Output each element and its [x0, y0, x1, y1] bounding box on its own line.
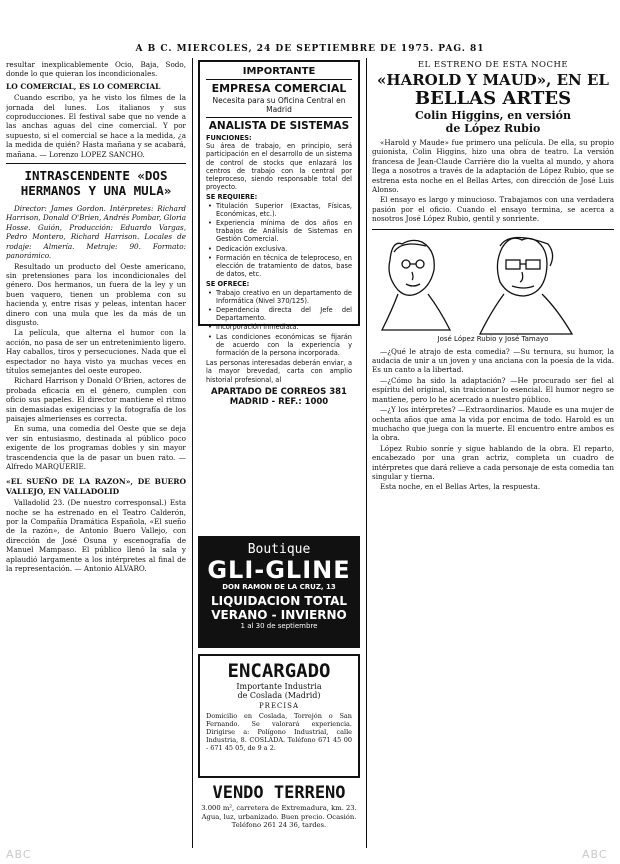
article-paragraph: La película, que alterna el humor con la acción, no pasa de ser un entretenimiento ligero. Hay caballos, tiros y persecuciones. Nada que el espectador no haya visto ya muchas veces en títulos semejantes del oeste europeo. [6, 328, 186, 375]
ad-role: ANALISTA DE SISTEMAS [206, 117, 352, 132]
ad-body [206, 134, 352, 384]
ad-list-item: • Titulación Superior (Exactas, Físicas, Económicas, etc.). [216, 202, 352, 218]
article-paragraph: López Rubio sonríe y sigue hablando de la obra. El reparto, encabezado por una gran actriz, completa un cuadro de intérpretes que dará relieve a cada personaje de esta comedia tan singular y tierna. [372, 443, 614, 481]
boutique-ad [198, 536, 360, 648]
ad-section-title: FUNCIONES: [206, 134, 252, 142]
caricature-illustration [372, 229, 614, 343]
ad-subtitle: Necesita para su Oficina Central en Madrid [212, 96, 346, 114]
subheadline: Colin Higgins, en versión [415, 109, 571, 122]
ad-list-item: • Experiencia mínima de dos años en trabajos de Análisis de Sistemas en Gestión Comercial. [216, 219, 352, 244]
article-paragraph: Richard Harrison y Donald O'Brien, actores de probada eficacia en el género, cumplen con oficio sus papeles. El director mantiene el ritmo sin demasiadas exigencias y la fotografía de los paisajes almerienses es correcta. [6, 376, 186, 423]
divider [6, 163, 186, 164]
ad-line: LIQUIDACION TOTAL [210, 594, 348, 608]
left-column [6, 60, 186, 850]
job-ad [198, 60, 360, 407]
ad-brand: GLI-GLINE [207, 556, 351, 584]
ad-ref: MADRID - REF.: 1000 [229, 396, 329, 407]
article-paragraph: «Harold y Maude» fue primero una película. De ella, su propio guionista, Colin Higgins, hizo una obra de teatro. La versión francesa de Jean-Claude Carrière dio la vuelta al mundo, y ahora llega a nosotros a través de la adaptación de López Rubio, que se estrena esta noche en el Bellas Artes, con dirección de José Luis Alonso. [372, 138, 614, 195]
article-body [372, 138, 614, 225]
ad-text: Domicilio en Coslada, Torrejón o San Fernando. Se valorará experiencia. Dirigirse a: Polígono Industrial, calle Industria, 8. COSLADA. Teléfono 671 45 00 - 671 45 05, de 9 a 2. [206, 712, 352, 752]
ad-line: Boutique [247, 542, 311, 557]
intro-text: resultar inexplicablemente Ocio, Baja, Sodo, donde lo que quieran los incondicionales. [6, 60, 186, 79]
ad-title: EMPRESA COMERCIAL [211, 82, 347, 95]
ad-list-item: • Formación en técnica de teleproceso, en elección de tratamiento de datos, base de datos, etc. [216, 254, 352, 279]
ad-text: 3.000 m², carretera de Extremadura, km. 23. Agua, luz, urbanizado. Buen precio. Ocasión. Teléfono 261 24 36, tardes. [201, 804, 357, 829]
encargado-ad [198, 654, 360, 778]
right-column [372, 60, 614, 850]
article-body [372, 347, 614, 493]
ad-list-item: • Dedicación exclusiva. [216, 245, 352, 253]
ad-subtitle: de Coslada (Madrid) [237, 691, 321, 700]
photo-caption: José López Rubio y José Tamayo [372, 335, 614, 343]
ad-line: 1 al 30 de septiembre [240, 622, 318, 630]
ad-list-item: • Trabajo creativo en un departamento de Informática (Nivel 370/125). [216, 289, 352, 305]
section-text: Cuando escribo, ya he visto los filmes de la jornada del lunes. Los italianos y sus coproducciones. El festival sabe que no vende a las anchas aguas del cine comercial. Y por supuesto, si el comercial se hace a la medida, ¿a la medida de quién? Hasta mañana y se acabará, mañana. — Lorenzo LOPEZ SANCHO. [6, 93, 186, 159]
ad-title: IMPORTANTE [206, 66, 352, 80]
article-paragraph: En suma, una comedia del Oeste que se deja ver sin entusiasmo, destinada al público poco exigente de los programas dobles y sin mayor trascendencia que la de pasar un buen rato. — Alfredo MARQUERIE. [6, 424, 186, 472]
ad-title: ENCARGADO [227, 660, 331, 682]
article-paragraph: Valladolid 23. (De nuestro corresponsal.) Esta noche se ha estrenado en el Teatro Calderón, por la Compañía Dramática Española, «El sueño de la razón», de Antonio Buero Vallejo, con dirección de José Osuna y escenografía de Manuel Mampaso. El público llenó la sala y aplaudió largamente a los intérpretes al final de la representación. — Antonio ALVARO. [6, 498, 186, 574]
ad-line: VERANO - INVIERNO [211, 608, 347, 622]
watermark: ABC [582, 848, 608, 861]
ad-list-item: • Las condiciones económicas se fijarán de acuerdo con la experiencia y formación de la persona incorporada. [216, 333, 352, 358]
section-title: LO COMERCIAL, ES LO COMERCIAL [6, 81, 161, 91]
ad-text: Su área de trabajo, en principio, será participación en el desarrollo de un sistema de control de stocks que enlazará los centros de trabajo con la central por teleproceso, siendo responsable total del proyecto. [206, 142, 352, 192]
caricature-drawing [372, 230, 614, 342]
ad-apartado: APARTADO DE CORREOS 381 [211, 386, 347, 397]
column-rule [366, 58, 367, 848]
ad-section-title: SE OFRECE: [206, 280, 250, 289]
ad-address: DON RAMON DE LA CRUZ, 13 [222, 583, 336, 591]
column-rule [192, 58, 193, 848]
ad-list-item: • Incorporación inmediata. [216, 323, 352, 331]
ad-title: VENDO TERRENO [212, 783, 346, 803]
article-paragraph: —¿Qué le atrajo de esta comedia? —Su ternura, su humor, la audacia de unir a un joven y una anciana con la poesía de la vida. Es un canto a la libertad. [372, 346, 614, 375]
watermark: ABC [6, 848, 32, 861]
article-paragraph: —¿Cómo ha sido la adaptación? —He procurado ser fiel al espíritu del original, sin traicionar lo esencial. El humor negro se mantiene, pero lo he acercado a nuestro público. [372, 375, 614, 404]
headline: BELLAS ARTES [414, 88, 572, 109]
ad-list-item: • Dependencia directa del Jefe del Departamento. [216, 306, 352, 322]
section-title: «EL SUEÑO DE LA RAZON», DE BUERO VALLEJO, EN VALLADOLID [6, 477, 186, 496]
article-paragraph: Resultado un producto del Oeste americano, sin pretensiones para los incondicionales del género. Dos hermanos, un fuera de la ley y un buen vaquero, tienen un problema con su hacienda y, entre risas y peleas, intentan hacer dinero con una mula que les da más de un disgusto. [6, 261, 186, 327]
article-headline: INTRASCENDENTE «DOS HERMANOS Y UNA MULA» [20, 168, 172, 199]
terreno-ad [198, 782, 360, 848]
article-paragraph: El ensayo es largo y minucioso. Trabajamos con una verdadera pasión por el oficio. Cuando el ensayo termina, se acerca a nosotros José López Rubio, gentil y sonriente. [372, 195, 614, 224]
article-credits: Director: James Gordon. Intérpretes: Richard Harrison, Donald O'Brien, Andrés Pombar, Gloria Hosse. Guión, Producción: Eduardo Vargas, Pedro Montero, Richard Harrison. Locales de rodaje: Almería. Metraje: 90. Formato: panorámico. [6, 204, 186, 261]
ad-precisa: PRECISA [258, 702, 300, 710]
ad-subtitle: Importante Industria [236, 682, 322, 691]
ad-section-title: SE REQUIERE: [206, 193, 258, 202]
headline: «HAROLD Y MAUD», EN EL [377, 71, 609, 89]
page-header: A B C. MIERCOLES, 24 DE SEPTIEMBRE DE 1975. PAG. 81 [135, 44, 485, 54]
article-paragraph: —¿Y los intérpretes? —Extraordinarios. Maude es una mujer de ochenta años que ama la vida por encima de todo. Harold es un muchacho que juega con la muerte. El encuentro entre ambos es la obra. [372, 405, 614, 443]
subheadline: de López Rubio [445, 122, 541, 135]
ad-text: Las personas interesadas deberán enviar, a la mayor brevedad, carta con amplio historial profesional, al [206, 359, 352, 384]
kicker: EL ESTRENO DE ESTA NOCHE [417, 60, 569, 70]
article-paragraph: Esta noche, en el Bellas Artes, la respuesta. [380, 482, 541, 492]
